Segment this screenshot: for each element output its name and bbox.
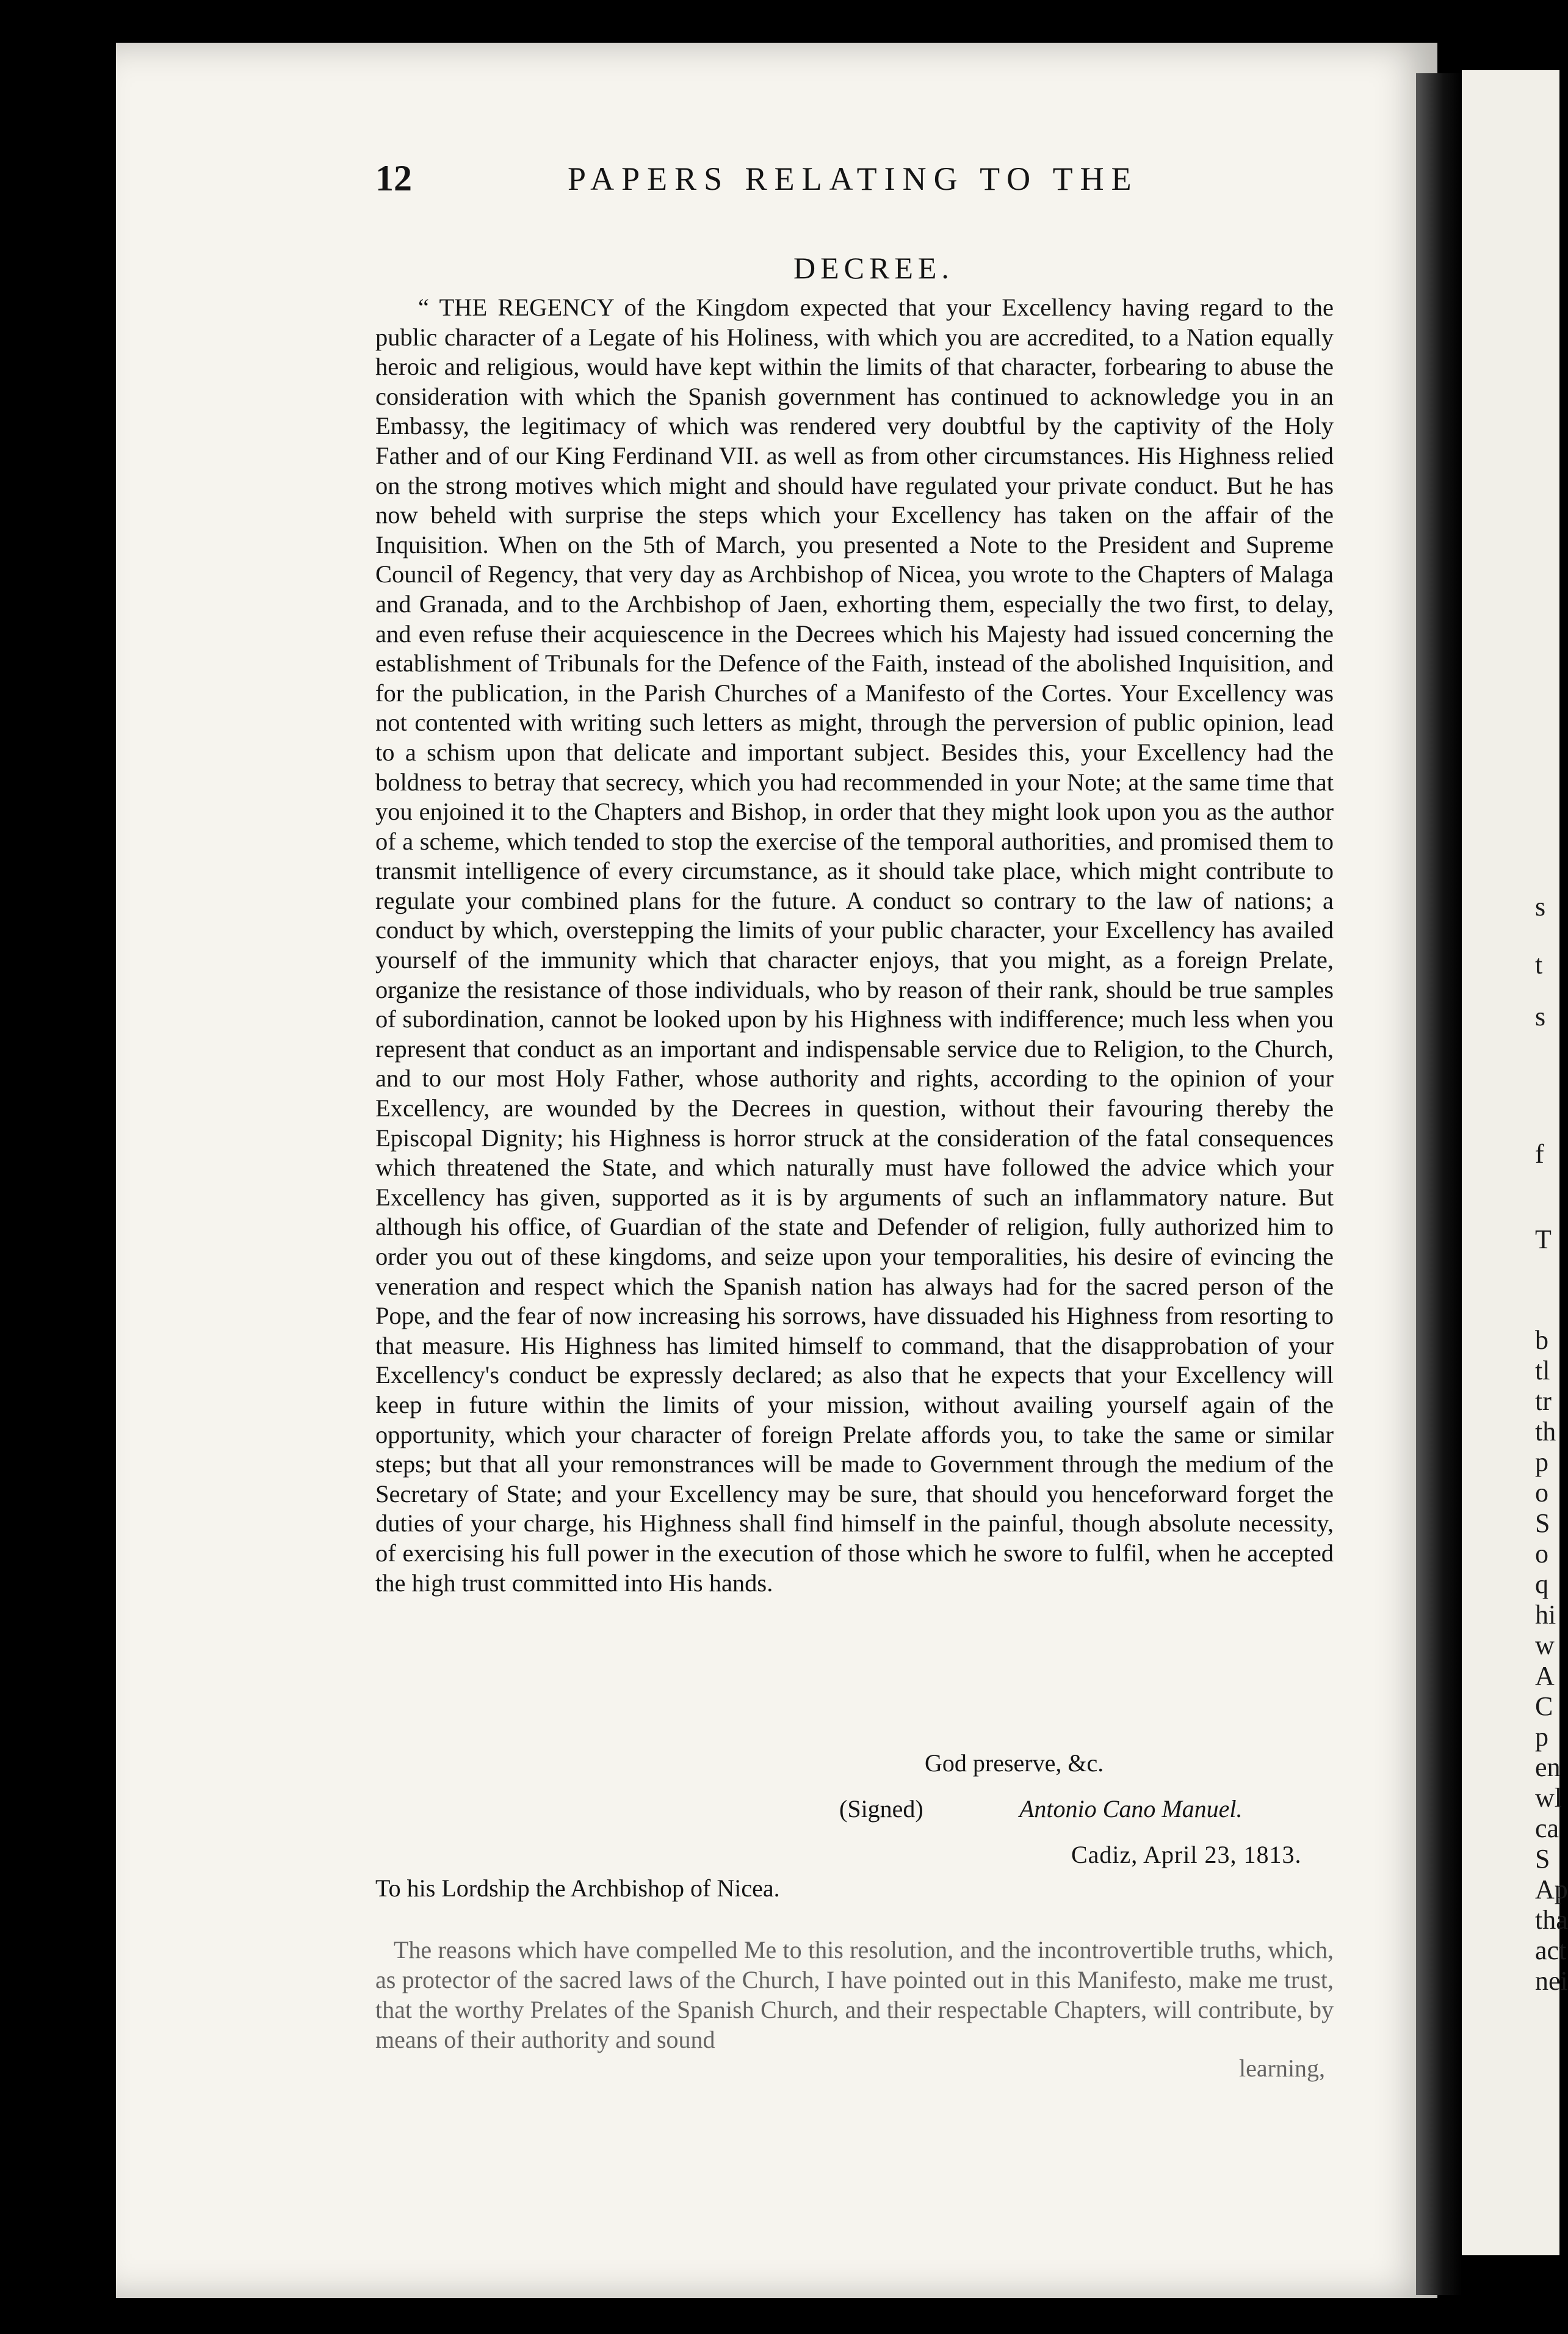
adjacent-page-fragment: p bbox=[1535, 1447, 1548, 1477]
decree-body: “ THE REGENCY of the Kingdom expected that your Excellency having regard to the public character of a Legate of his Holiness, with which you are accredited, to a Nation equally heroic and religious, would have kept within the limits of that character, forbearing to abuse the consideration with which the Spanish government has continued to acknowledge you in an Embassy, the legitimacy of which was rendered very doubtful by the captivity of the Holy Father and of our King Ferdinand VII. as well as from other circumstances. His Highness relied on the strong motives which might and should have regulated your private conduct. But he has now beheld with surprise the steps which your Excellency has taken on the affair of the Inquisition. When on the 5th of March, you presented a Note to the President and Supreme Council of Regency, that very day as Archbishop of Nicea, you wrote to the Chapters of Malaga and Granada, and to the Archbishop of Jaen, exhorting them, especially the two first, to delay, and even refuse their acquiescence in the Decrees which his Majesty had issued concerning the establishment of Tribunals for the Defence of the Faith, instead of the abolished Inquisition, and for the publication, in the Parish Churches of a Manifesto of the Cortes. Your Excellency was not contented with writing such letters as might, through the perversion of public opinion, lead to a schism upon that delicate and important subject. Besides this, your Excellency had the boldness to betray that secrecy, which you had recommended in your Note; at the same time that you enjoined it to the Chapters and Bishop, in order that they might look upon you as the author of a scheme, which tended to stop the exercise of the temporal authorities, and promised them to transmit intelligence of every circumstance, as it should take place, which might contribute to regulate your combined plans for the future. A conduct so contrary to the law of nations; a conduct by which, overstepping the limits of your public character, your Excellency has availed yourself of the immunity which that character enjoys, that you might, as a foreign Prelate, organize the resistance of those individuals, who by reason of their rank, should be true samples of subordination, cannot be looked upon by his Highness with indifference; much less when you represent that conduct as an important and indispensable service due to Religion, to the Church, and to our most Holy Father, whose authority and rights, according to the opinion of your Excellency, are wounded by the Decrees in question, without their favouring thereby the Episcopal Dignity; his Highness is horror struck at the consideration of the fatal consequences which threatened the State, and which naturally must have followed the advice which your Excellency has given, supported as it is by arguments of such an inflammatory nature. But although his office, of Guardian of the state and Defender of religion, fully authorized him to order you out of these kingdoms, and seize upon your temporalities, his desire of evincing the veneration and respect which the Spanish nation has always had for the sacred person of the Pope, and the fear of now increasing his sorrows, have dissuaded his Highness from resorting to that measure. His Highness has limited himself to command, that the disapprobation of your Excellency's conduct be expressly declared; as also that he expects that your Excellency will keep in future within the limits of your mission, without availing yourself again of the opportunity, which your character of foreign Prelate affords you, to take the same or similar steps; but that all your remonstrances will be made to Government through the medium of the Secretary of State; and your Excellency may be sure, that should you henceforward forget the duties of your charge, his Highness shall find himself in the painful, though absolute necessity, of exercising his full power in the execution of those which he swore to fulfil, when he accepted the high trust committed into His hands. bbox=[375, 294, 1334, 1597]
following-paragraph: The reasons which have compelled Me to this resolution, and the incontrovertible truths, which, as protector of the sacred laws of the Church, I have pointed out in this Manifesto, make me trust, that the worthy Prelates of the Spanish Church, and their respectable Chapters, will contribute, by means of their authority and sound bbox=[375, 1936, 1334, 2053]
place-and-date: Cadiz, April 23, 1813. bbox=[1071, 1841, 1302, 1868]
adjacent-page-fragment: t bbox=[1535, 950, 1543, 980]
adjacent-page-fragment: tr bbox=[1535, 1386, 1552, 1416]
adjacent-page-fragment: C bbox=[1535, 1691, 1553, 1721]
adjacent-page-fragment: Ap bbox=[1535, 1874, 1568, 1904]
adjacent-page-fragment: nei bbox=[1535, 1966, 1568, 1996]
adjacent-page-fragment: hi bbox=[1535, 1600, 1556, 1630]
adjacent-page-fragment: ca bbox=[1535, 1813, 1559, 1843]
adjacent-page-fragment: A bbox=[1535, 1661, 1555, 1691]
running-head: PAPERS RELATING TO THE bbox=[568, 161, 1139, 197]
adjacent-page-fragment: b bbox=[1535, 1325, 1548, 1355]
adjacent-page-fragment: o bbox=[1535, 1478, 1548, 1508]
adjacent-page-fragment: f bbox=[1535, 1139, 1544, 1169]
adjacent-page-fragment: wl bbox=[1535, 1783, 1562, 1813]
page-gutter bbox=[1416, 73, 1462, 2295]
adjacent-page-fragment: act bbox=[1535, 1935, 1567, 1965]
adjacent-page-fragment: tl bbox=[1535, 1356, 1550, 1386]
adjacent-page-fragment: S bbox=[1535, 1844, 1550, 1874]
adjacent-page-fragment: th bbox=[1535, 1417, 1556, 1447]
adjacent-page-edge bbox=[1462, 70, 1568, 2255]
adjacent-page-fragment: o bbox=[1535, 1539, 1548, 1569]
adjacent-page-fragment: tha bbox=[1535, 1905, 1568, 1935]
adjacent-page-fragment: p bbox=[1535, 1722, 1548, 1752]
adjacent-page-fragment: en bbox=[1535, 1752, 1561, 1782]
signatory-name: Antonio Cano Manuel. bbox=[1019, 1795, 1243, 1823]
signed-label: (Signed) bbox=[839, 1795, 923, 1823]
adjacent-page-fragment: w bbox=[1535, 1630, 1555, 1660]
adjacent-page-fragment: T bbox=[1535, 1224, 1552, 1254]
adjacent-page-fragment: q bbox=[1535, 1569, 1548, 1599]
catchword: learning, bbox=[1239, 2054, 1326, 2082]
closing-formula: God preserve, &c. bbox=[925, 1749, 1104, 1777]
decree-heading: DECREE. bbox=[793, 251, 954, 285]
page-number: 12 bbox=[375, 158, 412, 198]
adjacent-page-fragment: S bbox=[1535, 1508, 1550, 1538]
adjacent-page-fragment: s bbox=[1535, 1002, 1546, 1032]
adjacent-page-fragment: s bbox=[1535, 892, 1546, 922]
addressee: To his Lordship the Archbishop of Nicea. bbox=[375, 1874, 780, 1902]
